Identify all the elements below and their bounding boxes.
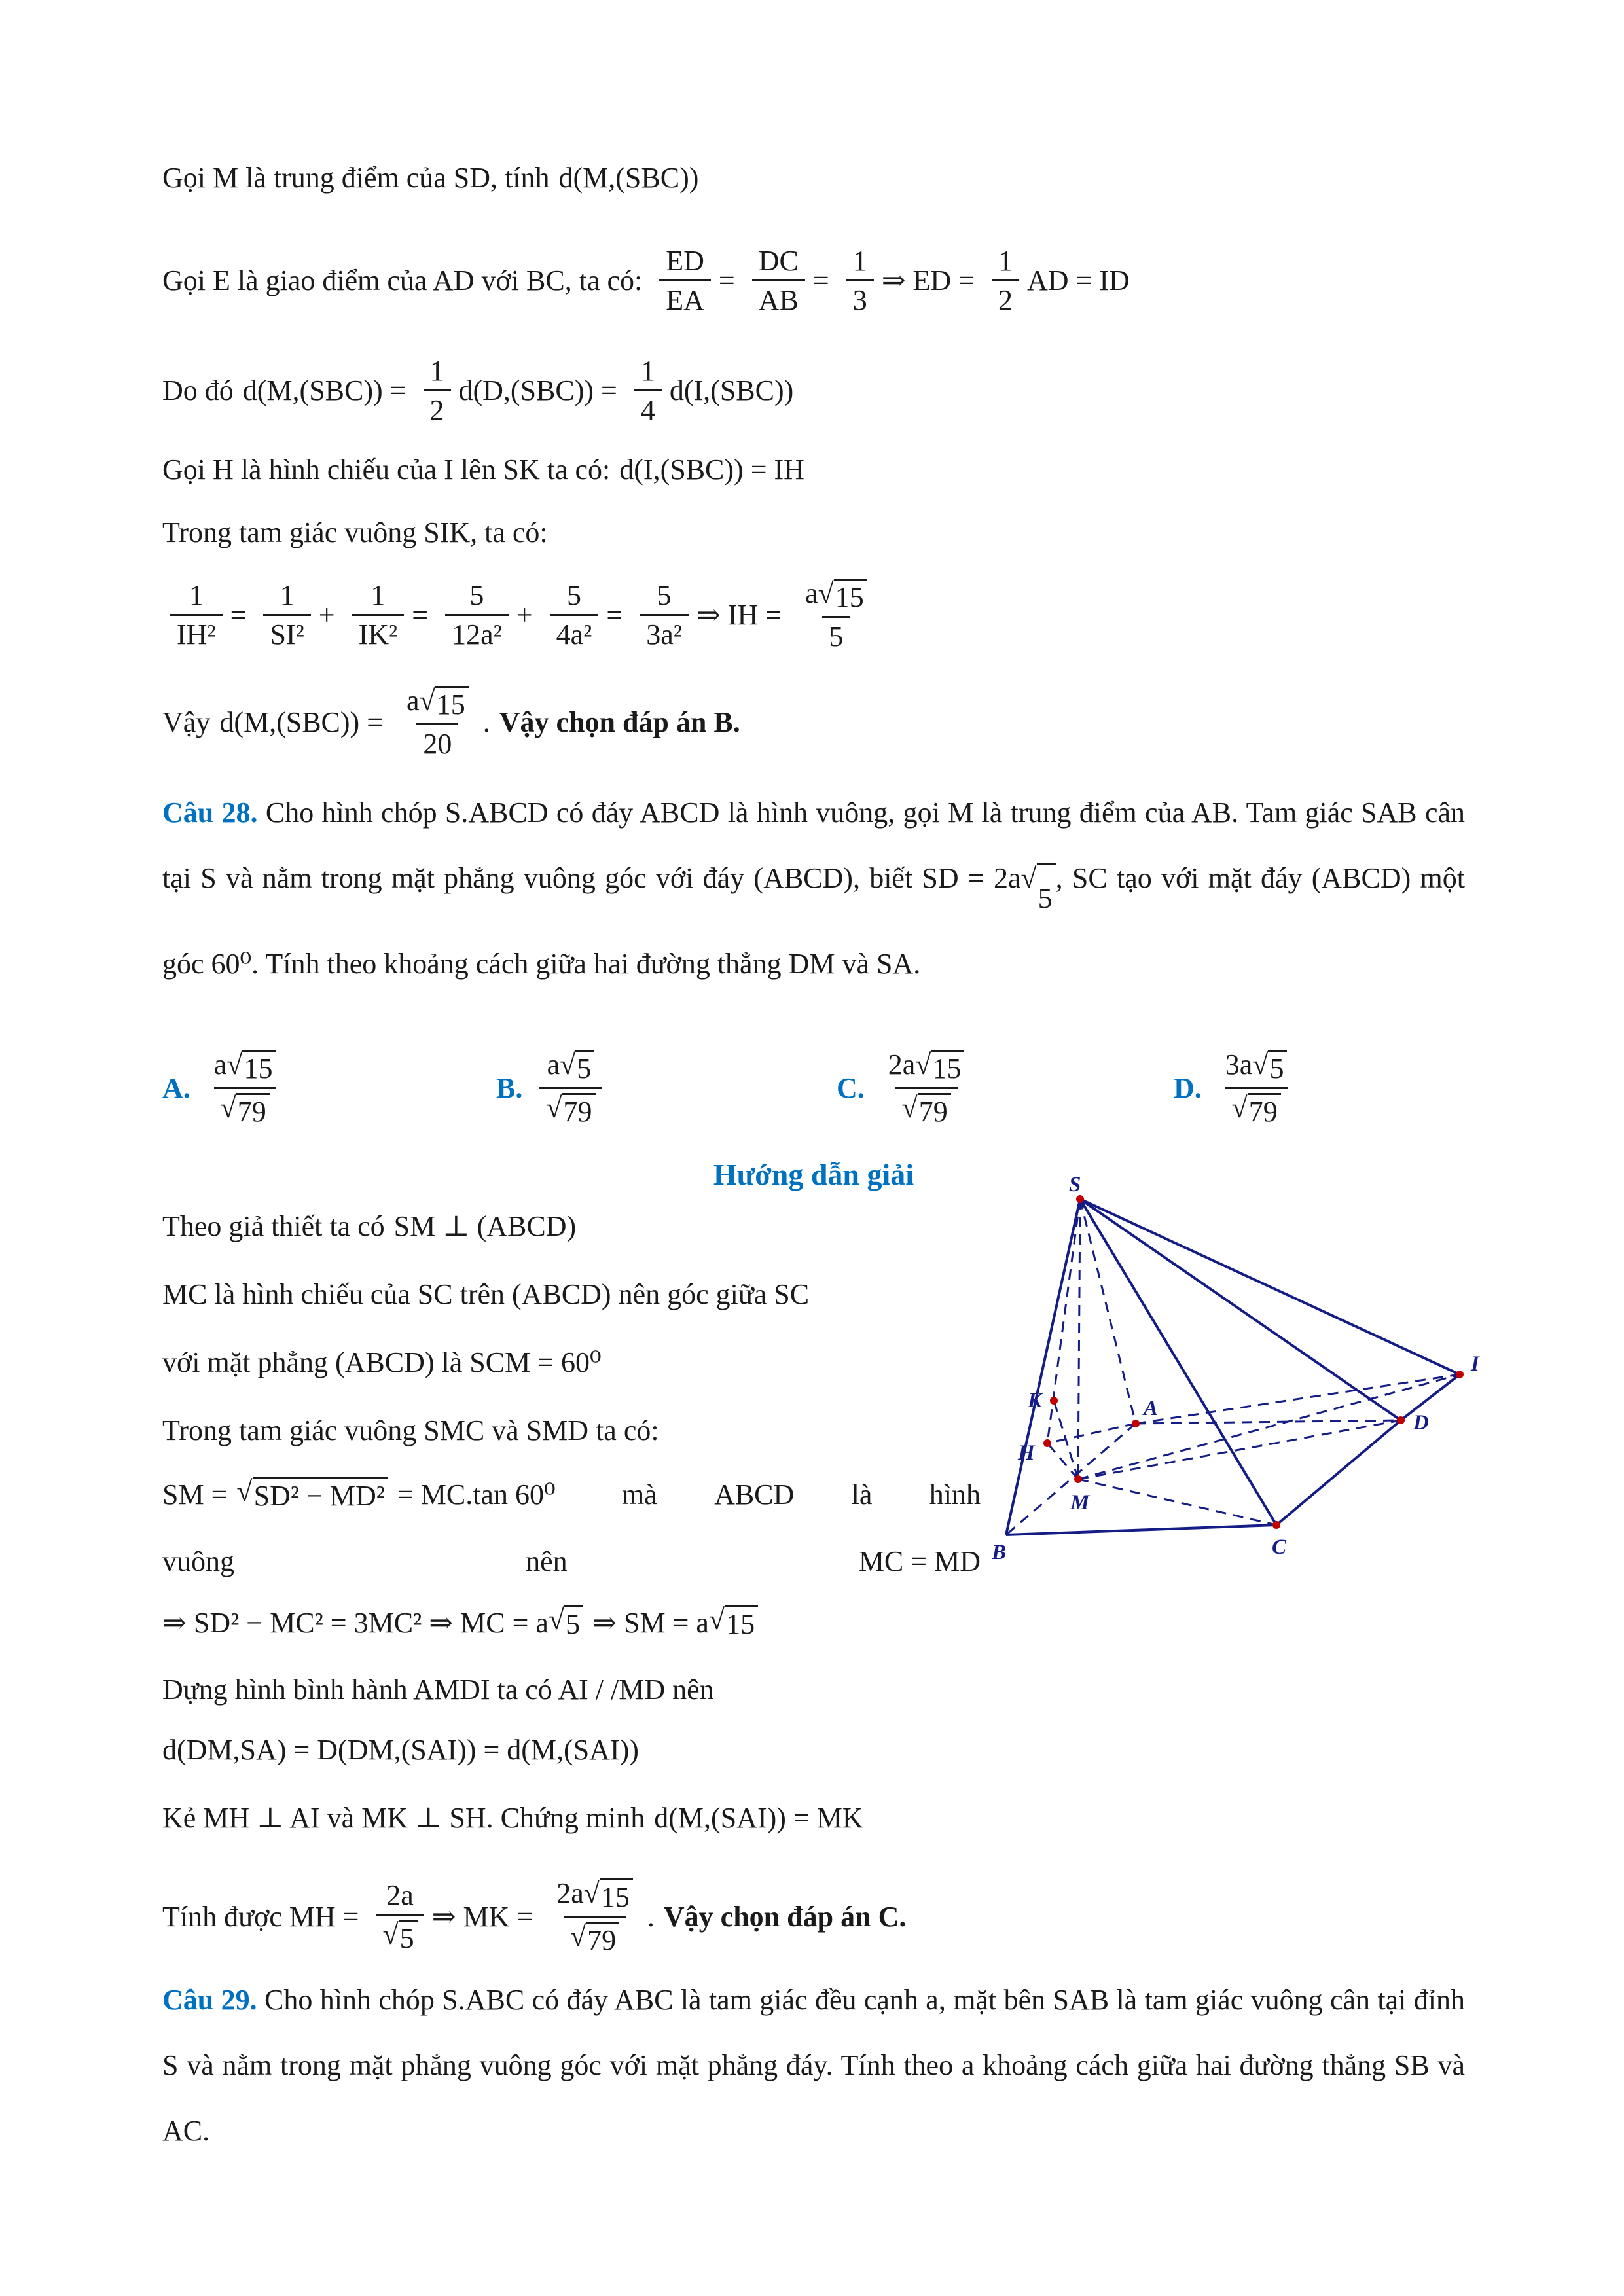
word: nên [526, 1545, 568, 1577]
edge-MK [1054, 1401, 1078, 1479]
solution-line-10 [162, 1801, 981, 1835]
word: là [851, 1479, 873, 1511]
square-root: √ 5 [549, 1605, 583, 1641]
text: Vậy [162, 706, 211, 739]
vertex-dot-C [1272, 1521, 1280, 1529]
square-root: √ 79 [221, 1093, 270, 1128]
question-28-body: Cho hình chóp S.ABCD có đáy ABCD là hình vuông, gọi M là trung điểm của AB. Tam giác SAB cân tại S và nằm trong mặt phẳng vuông góc với đáy (ABCD), biết SD = 2a [162, 797, 1466, 894]
operator: + [516, 599, 533, 632]
fraction: $\frac{1}{\text{SI²}}$ [263, 578, 310, 653]
solution-line-9 [162, 1733, 981, 1767]
question-28-label: Câu 28. [162, 797, 258, 829]
edge-BC [1006, 1525, 1276, 1535]
radical-icon: √ [419, 685, 435, 717]
edge-AH [1047, 1424, 1136, 1443]
square-root: √ 15 [420, 686, 469, 721]
square-root: √ 79 [1232, 1093, 1281, 1128]
fraction: $\frac{DC}{AB}$ [752, 243, 805, 318]
label-C: C [1272, 1535, 1287, 1559]
fraction: $\frac{1}{3}$ [846, 243, 874, 318]
operator: = [718, 264, 735, 297]
math: d(M,(SBC)) = [219, 706, 384, 739]
math: d(DM,SA) = D(DM,(SAI)) = d(M,(SAI)) [162, 1734, 639, 1766]
solution-line-11 [162, 1876, 1465, 1958]
text: MC là hình chiếu của SC trên (ABCD) nên góc giữa SC [162, 1278, 810, 1310]
vertex-dot-M [1074, 1475, 1082, 1483]
edge-SC [1080, 1199, 1276, 1525]
radical-icon: √ [546, 1092, 562, 1124]
vertex-dot-D [1397, 1416, 1405, 1424]
square-root: √ 79 [902, 1093, 951, 1128]
operator: = [606, 599, 623, 632]
edge-SB [1006, 1199, 1080, 1535]
square-root: √ 79 [546, 1093, 595, 1128]
fraction: a √ 15 20 [400, 683, 475, 762]
option-D-letter: D. [1174, 1072, 1202, 1105]
radical-icon: √ [226, 1049, 243, 1081]
square-root: √ 5 [1252, 1050, 1287, 1085]
fraction: $\frac{1}{4}$ [634, 353, 662, 428]
text: Trong tam giác vuông SIK, ta có: [162, 516, 548, 548]
text: AD = ID [1027, 264, 1130, 297]
radical-icon: √ [708, 1604, 725, 1636]
radical-icon: √ [818, 577, 834, 609]
radical-icon: √ [1252, 1049, 1269, 1081]
solution-line-6 [162, 1545, 981, 1578]
label-I: I [1471, 1352, 1479, 1376]
fraction: a √ 15 √ 79 [208, 1047, 283, 1130]
math: SM ⊥ (ABCD) [393, 1210, 577, 1242]
edge-MC [1078, 1479, 1276, 1525]
label-K: K [1028, 1389, 1043, 1412]
square-root: √ 5 [560, 1050, 594, 1085]
solution-line-8 [162, 1673, 981, 1706]
fraction: 2a √ 15 √ 79 [550, 1876, 640, 1958]
paragraph-E-intersection [162, 243, 1465, 318]
math: d(I,(SBC)) = IH [619, 454, 804, 486]
label-B: B [992, 1541, 1007, 1564]
label-H: H [1018, 1441, 1035, 1465]
text: Gọi E là giao điểm của AD với BC, ta có: [162, 264, 643, 297]
square-root: √ 15 [226, 1050, 276, 1085]
math-group: SM = √ SD² − MD² = MC.tan 60⁰ [162, 1475, 556, 1512]
radical-icon: √ [382, 1918, 399, 1951]
paragraph-right-triangle [162, 516, 1465, 549]
square-root: √ 79 [570, 1922, 619, 1956]
implies: ⇒ IH = [696, 599, 782, 632]
question-29-body: Cho hình chóp S.ABC có đáy ABC là tam giác đều cạnh a, mặt bên SAB là tam giác vuông cân tại đỉnh S và nằm trong mặt phẳng vuông góc với mặt phẳng đáy. Tính theo a khoảng cách giữa hai đường thẳng SB và AC. [162, 1984, 1466, 2147]
solution-line-7: ⇒ SD² − MC² = 3MC² ⇒ MC = a √ 5 ⇒ SM = a √ 15 [162, 1605, 981, 1641]
solution-line-4 [162, 1414, 981, 1447]
punctuation: . [647, 1901, 655, 1933]
option-C-letter: C. [837, 1072, 865, 1105]
square-root: √ 5 [382, 1920, 417, 1954]
math: d(D,(SBC)) = [458, 374, 617, 407]
square-root: √ 15 [584, 1878, 633, 1913]
edge-AB [1006, 1424, 1136, 1535]
math: MC = MD [858, 1545, 981, 1577]
question-28-body-2: , SC tạo với mặt đáy (ABCD) một góc 60⁰. Tính theo khoảng cách giữa hai đường thẳng DM và SA. [162, 862, 1465, 980]
paragraph-answer-B [162, 683, 1465, 762]
square-root: √ 15 [915, 1050, 964, 1085]
option-A-letter: A. [162, 1072, 190, 1105]
word: vuông [162, 1545, 234, 1577]
solution-line-2 [162, 1278, 981, 1311]
fraction: $\frac{5}{\text{4a²}}$ [550, 578, 599, 653]
math-distance: d(M,(SBC)) [558, 162, 699, 194]
square-root: √ 15 [709, 1605, 758, 1641]
implies: ⇒ ED = [881, 264, 975, 297]
radical-icon: √ [583, 1877, 600, 1909]
text: Dựng hình bình hành AMDI ta có AI / /MD nên [162, 1674, 714, 1706]
word: mà [621, 1479, 657, 1511]
edge-MD [1078, 1420, 1401, 1479]
edge-AD [1136, 1420, 1401, 1424]
vertex-dot-H [1043, 1439, 1051, 1447]
text: Trong tam giác vuông SMC và SMD ta có: [162, 1414, 659, 1446]
fraction: 2a √ 5 [376, 1878, 424, 1956]
math: d(M,(SAI)) = MK [654, 1802, 863, 1834]
radical-icon: √ [1231, 1092, 1248, 1124]
operator: = [812, 264, 829, 297]
math: d(I,(SBC)) [669, 374, 794, 407]
operator: + [318, 599, 335, 632]
option-D[interactable] [1174, 1047, 1301, 1130]
edge-SD [1080, 1199, 1401, 1420]
word: ABCD [714, 1479, 795, 1511]
question-29-label: Câu 29. [162, 1984, 257, 2016]
label-A: A [1144, 1397, 1159, 1420]
radical-icon: √ [901, 1092, 918, 1124]
text: Gọi H là hình chiếu của I lên SK ta có: [162, 454, 611, 486]
square-root: √ 15 [818, 579, 867, 613]
fraction: a √ 5 √ 79 [539, 1047, 602, 1130]
label-S: S [1069, 1173, 1081, 1196]
operator: = [412, 599, 429, 632]
radical-icon: √ [915, 1049, 931, 1081]
radical-icon: √ [560, 1049, 576, 1081]
option-C[interactable] [837, 1047, 979, 1130]
option-B-letter: B. [496, 1072, 523, 1105]
fraction: a √ 15 5 [799, 576, 874, 655]
fraction: $\frac{1}{\text{IK²}}$ [352, 578, 405, 653]
question-29-statement [162, 1967, 1465, 2164]
fraction: 2a √ 15 √ 79 [882, 1047, 971, 1130]
solution-line-1 [162, 1210, 981, 1243]
square-root: √ SD² − MD² [236, 1477, 388, 1513]
fraction: $\frac{5}{\text{12a²}}$ [445, 578, 509, 653]
question-28-statement [162, 780, 1465, 997]
label-M: M [1070, 1491, 1090, 1515]
pyramid-figure [992, 1172, 1502, 1584]
vertex-dot-I [1456, 1371, 1464, 1378]
conclusion: Vậy chọn đáp án B. [499, 706, 740, 739]
word: hình [929, 1479, 981, 1511]
paragraph-H-projection [162, 453, 1465, 486]
math: d(M,(SBC)) = [242, 374, 406, 407]
answer-options [162, 1047, 1465, 1158]
solution-heading: Hướng dẫn giải [713, 1158, 914, 1191]
implies: ⇒ MK = [431, 1901, 533, 1933]
display-equation-IH [162, 576, 1465, 655]
square-root: √ 5 [1021, 863, 1056, 931]
fraction: $\frac{ED}{EA}$ [659, 243, 711, 318]
vertex-dot-A [1132, 1420, 1140, 1427]
option-B[interactable] [496, 1047, 610, 1130]
text: Do đó [162, 374, 234, 407]
edge-CD [1276, 1420, 1401, 1525]
punctuation: . [482, 706, 490, 739]
text: Theo giả thiết ta có [162, 1210, 385, 1242]
text: với mặt phẳng (ABCD) là SCM = 60⁰ [162, 1346, 602, 1378]
solution-line-5 [162, 1477, 981, 1513]
radical-icon: √ [220, 1092, 236, 1124]
radical-icon: √ [548, 1604, 565, 1636]
fraction: $\frac{1}{2}$ [424, 353, 451, 428]
operator: = [230, 599, 247, 632]
fraction: $\frac{1}{2}$ [992, 243, 1019, 318]
conclusion: Vậy chọn đáp án C. [663, 1901, 907, 1933]
paragraph-distance-chain [162, 353, 1465, 428]
vertex-dot-K [1050, 1397, 1058, 1405]
fraction: $\frac{1}{\text{IH²}}$ [170, 578, 223, 653]
solution-line-3 [162, 1346, 981, 1379]
radical-icon: √ [1020, 862, 1037, 894]
option-A[interactable] [162, 1047, 290, 1130]
radical-icon: √ [236, 1475, 253, 1507]
text: Kẻ MH ⊥ AI và MK ⊥ SH. Chứng minh [162, 1802, 645, 1834]
edge-SI [1080, 1199, 1460, 1374]
text: Tính được MH = [162, 1901, 359, 1933]
edge-AI [1136, 1374, 1460, 1424]
edge-DI [1401, 1374, 1460, 1420]
text: Gọi M là trung điểm của SD, tính [162, 162, 550, 194]
fraction: 3a √ 5 √ 79 [1219, 1047, 1294, 1130]
radical-icon: √ [569, 1920, 586, 1953]
fraction: $\frac{5}{\text{3a²}}$ [640, 578, 689, 653]
paragraph-find-M [162, 161, 1465, 194]
label-D: D [1413, 1411, 1429, 1435]
